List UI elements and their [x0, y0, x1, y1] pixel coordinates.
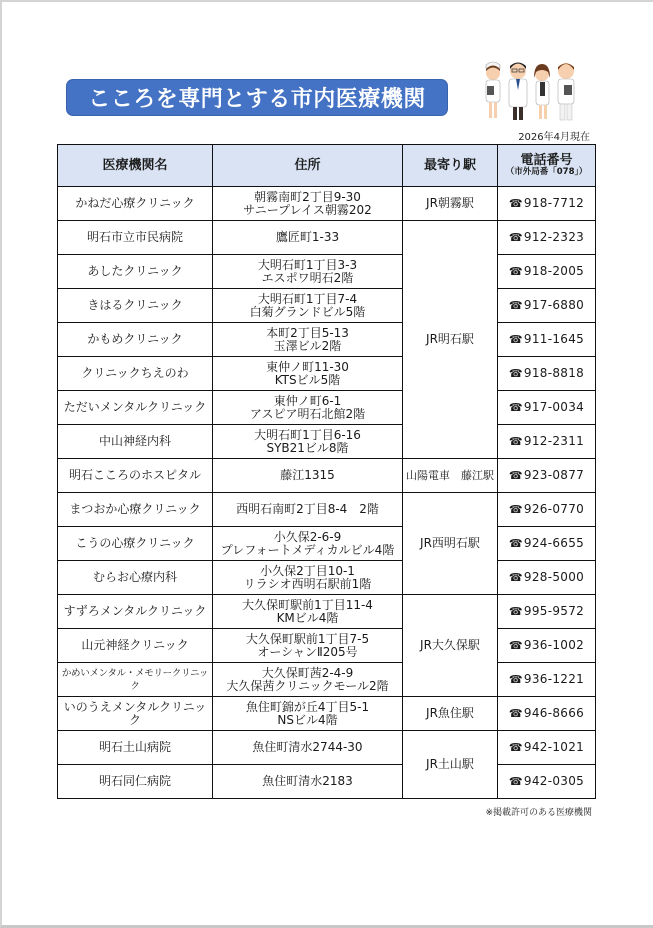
table-row: [58, 425, 596, 459]
clinic-name: いのうえメンタルクリニック: [58, 697, 213, 731]
telephone-icon: ☎: [508, 435, 523, 448]
column-header-name: 医療機関名: [58, 145, 213, 187]
clinic-name: 明石市立市民病院: [58, 221, 213, 255]
address-line: 東仲ノ町6-1: [273, 393, 342, 408]
table-row: [58, 595, 596, 629]
nearest-station: 山陽電車 藤江駅: [403, 459, 498, 493]
address-line: サニープレイス朝霧202: [243, 202, 372, 217]
clinic-address: [213, 731, 403, 765]
column-header-phone: [498, 145, 596, 187]
address-line: 小久保2丁目10-1: [260, 563, 355, 578]
medical-staff-illustration-icon: [478, 58, 588, 128]
column-header-address: 住所: [213, 145, 403, 187]
table-row: [58, 765, 596, 799]
address-line: 小久保2-6-9: [273, 529, 342, 544]
phone-number: 946-8666: [523, 706, 585, 720]
clinic-phone: [498, 391, 596, 425]
telephone-icon: ☎: [508, 197, 523, 210]
phone-number: 917-6880: [523, 298, 585, 312]
address-line: 大明石町1丁目7-4: [257, 291, 358, 306]
clinic-name: かめいメンタル・メモリークリニック: [58, 663, 213, 697]
clinic-name: クリニックちえのわ: [58, 357, 213, 391]
clinic-name: まつおか心療クリニック: [58, 493, 213, 527]
clinic-name: 山元神経クリニック: [58, 629, 213, 663]
clinic-phone: [498, 357, 596, 391]
address-line: KTSビル5階: [274, 372, 341, 387]
table-row: [58, 357, 596, 391]
address-line: 大明石町1丁目3-3: [257, 257, 358, 272]
address-line: 大久保町駅前1丁目7-5: [245, 631, 370, 646]
address-line: 玉澤ビル2階: [273, 338, 342, 353]
clinic-phone: [498, 187, 596, 221]
table-row: [58, 289, 596, 323]
telephone-icon: ☎: [508, 265, 523, 278]
phone-number: 995-9572: [523, 604, 585, 618]
clinic-name: 明石こころのホスピタル: [58, 459, 213, 493]
clinic-name: あしたクリニック: [58, 255, 213, 289]
phone-number: 936-1002: [523, 638, 585, 652]
telephone-icon: ☎: [508, 741, 523, 754]
telephone-icon: ☎: [508, 537, 523, 550]
address-line: エスポワ明石2階: [261, 270, 354, 285]
phone-header-area-code: （市外局番「078」）: [505, 167, 588, 177]
clinic-name: 明石同仁病院: [58, 765, 213, 799]
page-title-banner: [66, 79, 448, 116]
address-line: 朝霧南町2丁目9-30: [254, 189, 361, 204]
phone-number: 917-0034: [523, 400, 585, 414]
phone-header-label: 電話番号: [520, 153, 573, 168]
clinic-phone: [498, 493, 596, 527]
table-header-row: [58, 145, 596, 187]
telephone-icon: ☎: [508, 639, 523, 652]
clinic-phone: [498, 323, 596, 357]
table-row: [58, 527, 596, 561]
clinic-address: [213, 289, 403, 323]
nearest-station: JR朝霧駅: [403, 187, 498, 221]
phone-number: 936-1221: [523, 672, 585, 686]
address-line: 大久保茜クリニックモール2階: [226, 678, 389, 693]
clinic-phone: [498, 425, 596, 459]
table-row: [58, 561, 596, 595]
nearest-station: JR大久保駅: [403, 595, 498, 697]
address-line: 白菊グランドビル5階: [249, 304, 366, 319]
telephone-icon: ☎: [508, 605, 523, 618]
clinic-address: [213, 629, 403, 663]
table-row: [58, 731, 596, 765]
phone-number: 912-2311: [523, 434, 585, 448]
clinic-phone: [498, 765, 596, 799]
clinic-name: かもめクリニック: [58, 323, 213, 357]
clinic-phone: [498, 629, 596, 663]
address-line: 東仲ノ町11-30: [266, 359, 349, 374]
clinic-address: [213, 221, 403, 255]
clinic-name: きはるクリニック: [58, 289, 213, 323]
telephone-icon: ☎: [508, 367, 523, 380]
clinic-phone: [498, 731, 596, 765]
table-row: [58, 255, 596, 289]
clinic-address: [213, 663, 403, 697]
clinic-phone: [498, 255, 596, 289]
address-line: 魚住町清水2183: [262, 774, 353, 788]
address-line: 本町2丁目5-13: [266, 325, 349, 340]
clinic-address: [213, 187, 403, 221]
clinic-address: [213, 323, 403, 357]
clinic-table: [57, 144, 596, 799]
address-line: リラシオ西明石駅前1階: [243, 576, 372, 591]
clinic-address: [213, 391, 403, 425]
phone-number: 911-1645: [523, 332, 585, 346]
clinic-phone: [498, 663, 596, 697]
clinic-address: [213, 697, 403, 731]
phone-number: 924-6655: [523, 536, 585, 550]
table-row: [58, 221, 596, 255]
clinic-phone: [498, 561, 596, 595]
table-row: [58, 697, 596, 731]
as-of-date: 2026年4月現在: [518, 132, 590, 143]
column-header-station: 最寄り駅: [403, 145, 498, 187]
telephone-icon: ☎: [508, 707, 523, 720]
clinic-phone: [498, 221, 596, 255]
telephone-icon: ☎: [508, 775, 523, 788]
phone-number: 928-5000: [523, 570, 585, 584]
clinic-name: すずろメンタルクリニック: [58, 595, 213, 629]
address-line: 大久保町駅前1丁目11-4: [242, 597, 373, 612]
nearest-station: JR西明石駅: [403, 493, 498, 595]
clinic-name: むらお心療内科: [58, 561, 213, 595]
phone-number: 923-0877: [523, 468, 585, 482]
clinic-address: [213, 493, 403, 527]
nearest-station: JR明石駅: [403, 221, 498, 459]
clinic-address: [213, 527, 403, 561]
address-line: 鷹匠町1-33: [275, 230, 340, 244]
nearest-station: JR魚住駅: [403, 697, 498, 731]
table-row: [58, 663, 596, 697]
phone-number: 918-7712: [523, 196, 585, 210]
address-line: 西明石南町2丁目8-4 2階: [236, 502, 379, 516]
address-line: SYB21ビル8階: [266, 440, 349, 455]
clinic-name: こうの心療クリニック: [58, 527, 213, 561]
address-line: NSビル4階: [277, 712, 338, 727]
telephone-icon: ☎: [508, 673, 523, 686]
clinic-name: 明石土山病院: [58, 731, 213, 765]
phone-number: 926-0770: [523, 502, 585, 516]
clinic-name: かねだ心療クリニック: [58, 187, 213, 221]
telephone-icon: ☎: [508, 401, 523, 414]
address-line: 藤江1315: [280, 468, 335, 482]
address-line: アスピア明石北館2階: [249, 406, 366, 421]
clinic-address: [213, 255, 403, 289]
clinic-address: [213, 765, 403, 799]
clinic-address: [213, 595, 403, 629]
address-line: 大久保町茜2-4-9: [261, 665, 354, 680]
address-line: オーシャンⅡ205号: [257, 644, 358, 659]
clinic-phone: [498, 289, 596, 323]
clinic-address: [213, 459, 403, 493]
clinic-phone: [498, 595, 596, 629]
address-line: プレフォートメディカルビル4階: [220, 542, 395, 557]
table-row: [58, 323, 596, 357]
table-row: [58, 493, 596, 527]
telephone-icon: ☎: [508, 231, 523, 244]
table-row: [58, 187, 596, 221]
page-title: こころを専門とする市内医療機関: [88, 87, 426, 112]
table-row: [58, 459, 596, 493]
clinic-address: [213, 561, 403, 595]
address-line: 魚住町清水2744-30: [252, 740, 363, 754]
nearest-station: JR土山駅: [403, 731, 498, 799]
phone-number: 918-2005: [523, 264, 585, 278]
telephone-icon: ☎: [508, 469, 523, 482]
clinic-phone: [498, 527, 596, 561]
address-line: KMビル4階: [276, 610, 339, 625]
clinic-phone: [498, 459, 596, 493]
table-row: [58, 629, 596, 663]
clinic-address: [213, 425, 403, 459]
clinic-name: ただいメンタルクリニック: [58, 391, 213, 425]
telephone-icon: ☎: [508, 503, 523, 516]
clinic-phone: [498, 697, 596, 731]
telephone-icon: ☎: [508, 299, 523, 312]
phone-number: 942-0305: [523, 774, 585, 788]
table-row: [58, 391, 596, 425]
footnote: ※掲載許可のある医療機関: [485, 808, 592, 818]
address-line: 大明石町1丁目6-16: [254, 427, 361, 442]
clinic-address: [213, 357, 403, 391]
phone-number: 912-2323: [523, 230, 585, 244]
telephone-icon: ☎: [508, 571, 523, 584]
clinic-name: 中山神経内科: [58, 425, 213, 459]
address-line: 魚住町錦が丘4丁目5-1: [245, 699, 370, 714]
telephone-icon: ☎: [508, 333, 523, 346]
phone-number: 942-1021: [523, 740, 585, 754]
phone-number: 918-8818: [523, 366, 585, 380]
